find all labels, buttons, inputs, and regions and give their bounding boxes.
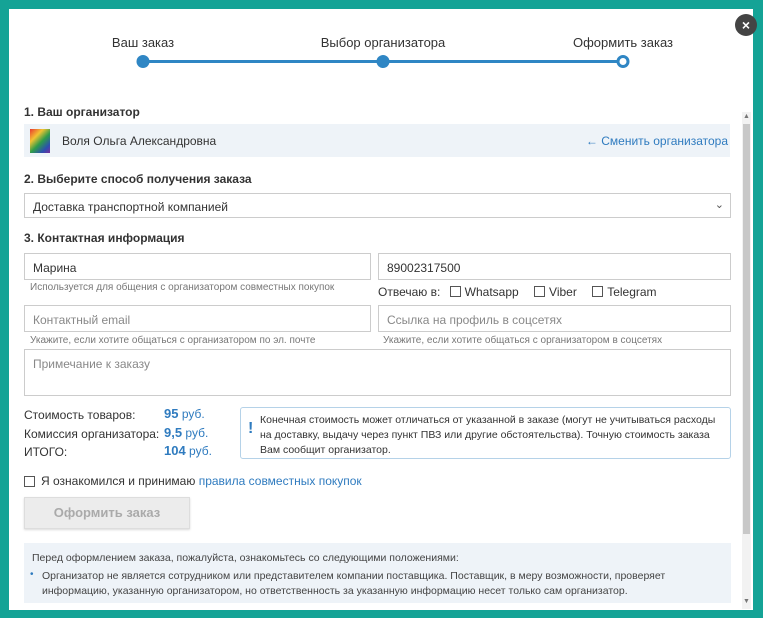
chevron-down-icon: ⌄ <box>714 199 724 211</box>
telegram-checkbox[interactable] <box>592 286 603 297</box>
scroll-down-arrow-icon[interactable]: ▼ <box>743 598 750 605</box>
rules-info-box <box>24 543 731 603</box>
delivery-method-select[interactable] <box>24 193 731 218</box>
section-organizer-title: 1. Ваш организатор <box>24 105 140 119</box>
organizer-name: Воля Ольга Александровна <box>62 134 217 148</box>
step-choose-organizer: Выбор организатора <box>320 35 446 50</box>
step-dot-your-order <box>137 55 150 68</box>
agreement-checkbox[interactable] <box>24 476 35 487</box>
organizer-avatar <box>30 129 50 153</box>
exclamation-icon: ! <box>248 420 254 437</box>
rules-link[interactable]: правила совместных покупок <box>198 474 362 488</box>
submit-order-button[interactable]: Оформить заказ <box>24 497 190 529</box>
organizer-row <box>24 124 730 157</box>
total-amount: 104 <box>164 443 186 458</box>
step-dot-choose-organizer <box>377 55 390 68</box>
viber-checkbox[interactable] <box>534 286 545 297</box>
price-notice-text: Конечная стоимость может отличаться от указанной в заказе (могут не учитываться расходы на доставку, выдачу через пункт ПВЗ или другие обстоятельства). Точную стоимость заказа Вам сообщит организатор. <box>260 414 716 456</box>
whatsapp-checkbox[interactable] <box>450 286 461 297</box>
goods-cost-amount: 95 <box>164 406 179 421</box>
close-button[interactable]: × <box>735 14 757 36</box>
name-hint: Используется для общения с организатором совместных покупок <box>30 282 335 293</box>
scrollbar-thumb[interactable] <box>743 124 750 534</box>
goods-cost-value <box>164 406 205 421</box>
scroll-up-arrow-icon[interactable]: ▲ <box>743 113 750 120</box>
goods-cost-label: Стоимость товаров: <box>24 408 136 422</box>
commission-label: Комиссия организатора: <box>24 427 160 441</box>
step-checkout: Оформить заказ <box>572 35 674 50</box>
whatsapp-label: Whatsapp <box>464 284 519 299</box>
section-delivery-title: 2. Выберите способ получения заказа <box>24 172 252 186</box>
step-your-order: Ваш заказ <box>111 35 175 50</box>
rules-item: Организатор не является сотрудником или представителем компании поставщика. Поставщик, в меру возможности, проверяет информацию, указанную организатором, но ответственность за указанную информацию несет только сам организатор. <box>42 570 666 597</box>
section-contact-title: 3. Контактная информация <box>24 231 185 245</box>
name-field[interactable]: Марина <box>24 253 371 280</box>
rules-intro: Перед оформлением заказа, пожалуйста, ознакомьтесь со следующими положениями: <box>32 552 459 564</box>
step-dot-checkout <box>617 55 630 68</box>
currency-label: руб. <box>189 444 212 458</box>
change-organizer-link[interactable]: ← Сменить организатора <box>585 134 728 148</box>
total-value <box>164 443 212 458</box>
social-profile-hint: Укажите, если хотите общаться с организатором в соцсетях <box>383 335 663 346</box>
bullet-icon: • <box>30 569 34 580</box>
commission-value <box>164 425 208 440</box>
currency-label: руб. <box>181 407 205 421</box>
viber-label: Viber <box>549 284 577 299</box>
telegram-label: Telegram <box>607 284 657 299</box>
agreement-text: Я ознакомился и принимаю <box>41 474 196 488</box>
price-notice <box>240 407 731 459</box>
total-label: ИТОГО: <box>24 445 68 459</box>
commission-amount: 9,5 <box>164 425 183 440</box>
currency-label: руб. <box>185 426 209 440</box>
messenger-options <box>378 284 657 299</box>
social-profile-field[interactable]: Ссылка на профиль в соцсетях <box>378 305 731 332</box>
order-note-field[interactable]: Примечание к заказу <box>24 349 731 396</box>
email-field[interactable]: Контактный email <box>24 305 371 332</box>
phone-field[interactable]: 89002317500 <box>378 253 731 280</box>
reply-label: Отвечаю в: <box>378 284 441 299</box>
agreement-row <box>24 474 362 488</box>
delivery-method-value: Доставка транспортной компанией <box>33 200 228 214</box>
email-hint: Укажите, если хотите общаться с организатором по эл. почте <box>30 335 316 346</box>
